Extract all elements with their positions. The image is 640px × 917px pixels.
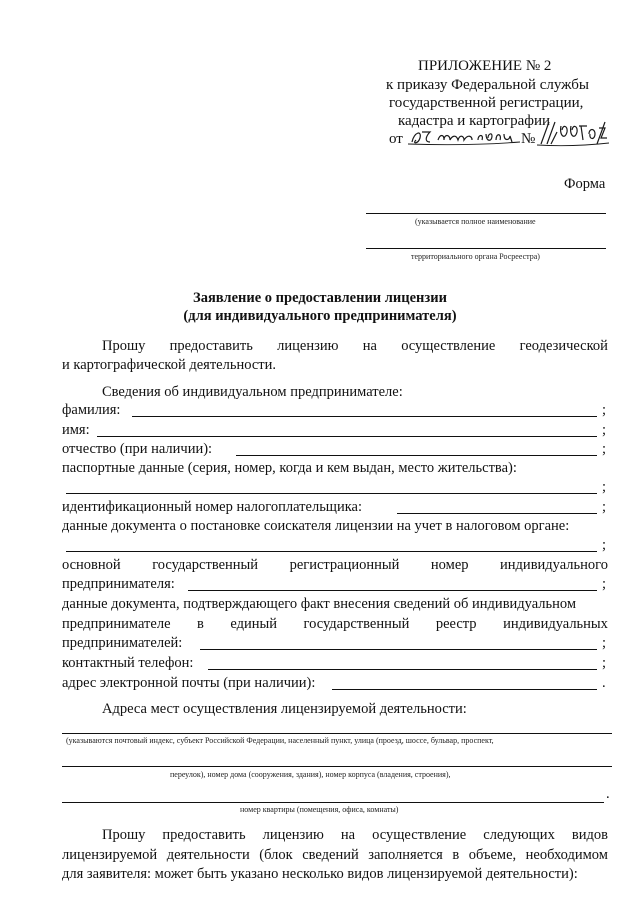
addresses-heading: Адреса мест осуществления лицензируемой деятельности: <box>102 701 467 717</box>
request2-word: (блок <box>259 847 293 863</box>
egrip-semicolon: ; <box>602 635 607 651</box>
request2-word: необходимом <box>525 847 608 863</box>
phone-label: контактный телефон: <box>62 655 194 671</box>
name-semicolon: ; <box>602 422 607 438</box>
number-sign: № <box>521 131 536 147</box>
egrip-line-2 <box>62 616 608 633</box>
handwritten-number <box>537 118 609 150</box>
address-field-1[interactable] <box>62 733 612 734</box>
intro-line-1 <box>102 338 608 355</box>
ogrnip-field[interactable] <box>188 590 597 591</box>
entrepreneur-heading: Сведения об индивидуальном предпринимателе: <box>102 384 403 400</box>
egrip-word: предпринимателе <box>62 616 171 632</box>
egrip-word: индивидуальных <box>503 616 608 632</box>
egrip-word: реестр <box>435 616 477 632</box>
email-label: адрес электронной почты (при наличии): <box>62 675 316 691</box>
date-prefix: от <box>389 131 403 147</box>
tax-doc-label: данные документа о постановке соискателя лицензии на учет в налоговом органе: <box>62 518 570 534</box>
ogrnip-label: предпринимателя: <box>62 576 175 592</box>
form-label: Форма <box>564 176 606 192</box>
request2-word: объеме, <box>468 847 517 863</box>
request2-word: осуществление <box>372 827 467 843</box>
name-label: имя: <box>62 422 90 438</box>
request2-word: следующих <box>483 827 555 843</box>
request2-word: лицензию <box>262 827 324 843</box>
egrip-word: в <box>197 616 204 632</box>
tax-doc-field[interactable] <box>66 551 597 552</box>
surname-semicolon: ; <box>602 402 607 418</box>
appendix-title: ПРИЛОЖЕНИЕ № 2 <box>418 58 552 74</box>
inn-semicolon: ; <box>602 499 607 515</box>
request2-line-3: для заявителя: может быть указано несколько видов лицензируемой деятельности): <box>62 866 578 882</box>
ogrnip-word: основной <box>62 557 121 573</box>
intro-word: лицензию <box>277 338 339 354</box>
document-title: Заявление о предоставлении лицензии <box>193 290 447 306</box>
authority-line-1 <box>366 213 606 214</box>
egrip-field[interactable] <box>200 649 597 650</box>
phone-field[interactable] <box>208 669 597 670</box>
ogrnip-word: индивидуального <box>500 557 608 573</box>
surname-field[interactable] <box>132 416 597 417</box>
address-note-3: номер квартиры (помещения, офиса, комнаты) <box>240 805 399 814</box>
patronymic-semicolon: ; <box>602 441 607 457</box>
ogrnip-word: регистрационный <box>289 557 400 573</box>
ogrnip-line-1 <box>62 557 608 574</box>
appendix-service-line: государственной регистрации, <box>389 95 584 111</box>
address-note-1: (указываются почтовый индекс, субъект Российской Федерации, населенный пункт, улица (проезд, шоссе, бульвар, проспект, <box>66 736 494 745</box>
ogrnip-word: номер <box>430 557 469 573</box>
intro-word: Прошу <box>102 338 146 354</box>
authority-line-2 <box>366 248 606 249</box>
document-subtitle: (для индивидуального предпринимателя) <box>183 308 457 324</box>
tax-doc-semicolon: ; <box>602 537 607 553</box>
inn-label: идентификационный номер налогоплательщика: <box>62 499 363 515</box>
request2-word: лицензируемой <box>62 847 158 863</box>
request2-word: видов <box>571 827 608 843</box>
egrip-word: государственный <box>303 616 410 632</box>
address-field-2[interactable] <box>62 766 612 767</box>
passport-field[interactable] <box>66 493 597 494</box>
appendix-order-line: к приказу Федеральной службы <box>386 77 590 93</box>
request2-word: предоставить <box>162 827 246 843</box>
egrip-word: единый <box>230 616 278 632</box>
email-period: . <box>602 675 606 691</box>
inn-field[interactable] <box>397 513 597 514</box>
request2-word: заполняется <box>368 847 443 863</box>
intro-word: геодезической <box>519 338 608 354</box>
intro-line-2: и картографической деятельности. <box>62 357 276 373</box>
intro-word: предоставить <box>169 338 253 354</box>
passport-label: паспортные данные (серия, номер, когда и кем выдан, место жительства): <box>62 460 517 476</box>
request2-word: сведений <box>302 847 359 863</box>
address-note-2: переулок), номер дома (сооружения, здания), номер корпуса (владения, строения), <box>170 770 451 779</box>
egrip-line-1: данные документа, подтверждающего факт внесения сведений об индивидуальном <box>62 596 577 612</box>
ogrnip-semicolon: ; <box>602 576 607 592</box>
email-field[interactable] <box>332 689 597 690</box>
authority-note-2: территориального органа Росреестра) <box>411 252 540 261</box>
address-field-3[interactable] <box>62 802 604 803</box>
request2-line-2 <box>62 847 608 864</box>
name-field[interactable] <box>97 436 597 437</box>
intro-word: на <box>362 338 377 354</box>
egrip-label: предпринимателей: <box>62 635 183 651</box>
handwritten-date <box>408 122 523 150</box>
passport-semicolon: ; <box>602 479 607 495</box>
phone-semicolon: ; <box>602 655 607 671</box>
appendix-cadastre-line: кадастра и картографии <box>398 113 551 129</box>
authority-note-1: (указывается полное наименование <box>415 217 536 226</box>
request2-word: деятельности <box>166 847 250 863</box>
address-period: . <box>606 786 610 802</box>
intro-word: осуществление <box>401 338 496 354</box>
request2-word: Прошу <box>102 827 146 843</box>
ogrnip-word: государственный <box>152 557 259 573</box>
patronymic-field[interactable] <box>236 455 597 456</box>
request2-word: в <box>452 847 460 863</box>
surname-label: фамилия: <box>62 402 121 418</box>
request2-word: на <box>340 827 356 843</box>
request2-line-1 <box>102 827 608 844</box>
patronymic-label: отчество (при наличии): <box>62 441 213 457</box>
